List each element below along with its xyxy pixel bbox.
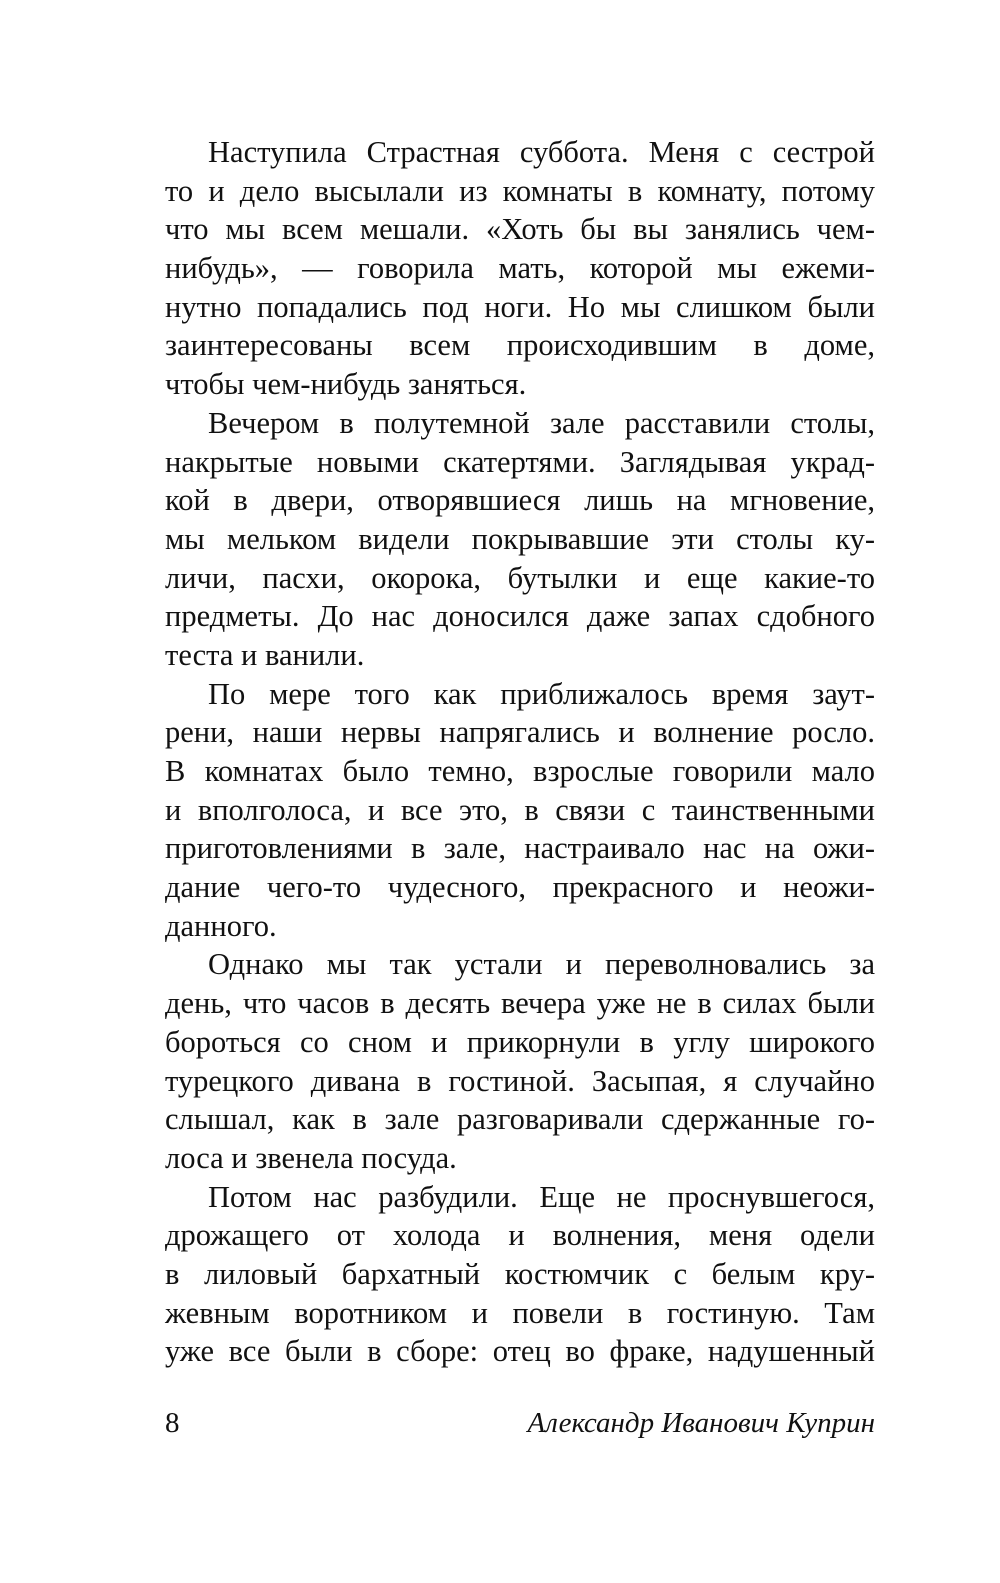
text-line: Наступила Страстная суббота. Меня с сестрой bbox=[208, 135, 875, 169]
text-line: предметы. До нас доносился даже запах сдобного bbox=[165, 599, 875, 634]
page-number: 8 bbox=[165, 1407, 180, 1439]
text-line: в лиловый бархатный костюмчик с белым кру- bbox=[165, 1256, 875, 1291]
text-line: Потом нас разбудили. Еще не проснувшегося, bbox=[208, 1179, 875, 1214]
text-line: день, что часов в десять вечера уже не в силах были bbox=[165, 986, 875, 1021]
text-line: лоса и звенела посуда. bbox=[165, 1140, 457, 1175]
text-line: данного. bbox=[165, 908, 277, 943]
text-line: и вполголоса, и все это, в связи с таинственными bbox=[165, 792, 875, 827]
text-line: то и дело высылали из комнаты в комнату, потому bbox=[165, 173, 875, 208]
page-footer bbox=[165, 1403, 875, 1443]
text-line: Однако мы так устали и переволновались за bbox=[208, 947, 875, 982]
text-line: Вечером в полутемной зале расставили столы, bbox=[208, 405, 875, 440]
page-body bbox=[165, 133, 875, 1371]
text-line: теста и ванили. bbox=[165, 637, 365, 672]
paragraph bbox=[165, 1178, 875, 1371]
paragraph bbox=[165, 675, 875, 946]
text-line: В комнатах было темно, взрослые говорили мало bbox=[165, 754, 875, 788]
text-line: жевным воротником и повели в гостиную. Там bbox=[165, 1295, 875, 1330]
text-line: По мере того как приближалось время заут- bbox=[208, 676, 875, 711]
text-line: уже все были в сборе: отец во фраке, надушенный bbox=[165, 1334, 875, 1369]
text-line: нутно попадались под ноги. Но мы слишком были bbox=[165, 289, 875, 324]
running-title: Александр Иванович Куприн bbox=[527, 1407, 875, 1439]
text-line: нибудь», — говорила мать, которой мы ежеми- bbox=[165, 251, 875, 286]
paragraph bbox=[165, 404, 875, 675]
text-line: дрожащего от холода и волнения, меня одели bbox=[165, 1218, 875, 1253]
text-line: приготовлениями в зале, настраивало нас на ожи- bbox=[165, 831, 875, 866]
text-line: накрытые новыми скатертями. Заглядывая украд- bbox=[165, 444, 875, 479]
text-line: кой в двери, отворявшиеся лишь на мгновение, bbox=[165, 483, 875, 518]
text-line: турецкого дивана в гостиной. Засыпая, я случайно bbox=[165, 1063, 875, 1098]
text-line: заинтересованы всем происходившим в доме, bbox=[165, 328, 875, 363]
text-line: что мы всем мешали. «Хоть бы вы занялись чем- bbox=[165, 212, 875, 247]
paragraph bbox=[165, 133, 875, 404]
text-line: слышал, как в зале разговаривали сдержанные го- bbox=[165, 1102, 875, 1137]
text-line: личи, пасхи, окорока, бутылки и еще какие-то bbox=[165, 560, 875, 595]
paragraph bbox=[165, 945, 875, 1177]
text-line: дание чего-то чудесного, прекрасного и неожи- bbox=[165, 870, 875, 905]
text-line: рени, наши нервы напрягались и волнение росло. bbox=[165, 715, 875, 750]
text-line: чтобы чем-нибудь заняться. bbox=[165, 367, 527, 402]
text-line: бороться со сном и прикорнули в углу широкого bbox=[165, 1024, 875, 1059]
text-line: мы мельком видели покрывавшие эти столы ку- bbox=[165, 521, 875, 556]
